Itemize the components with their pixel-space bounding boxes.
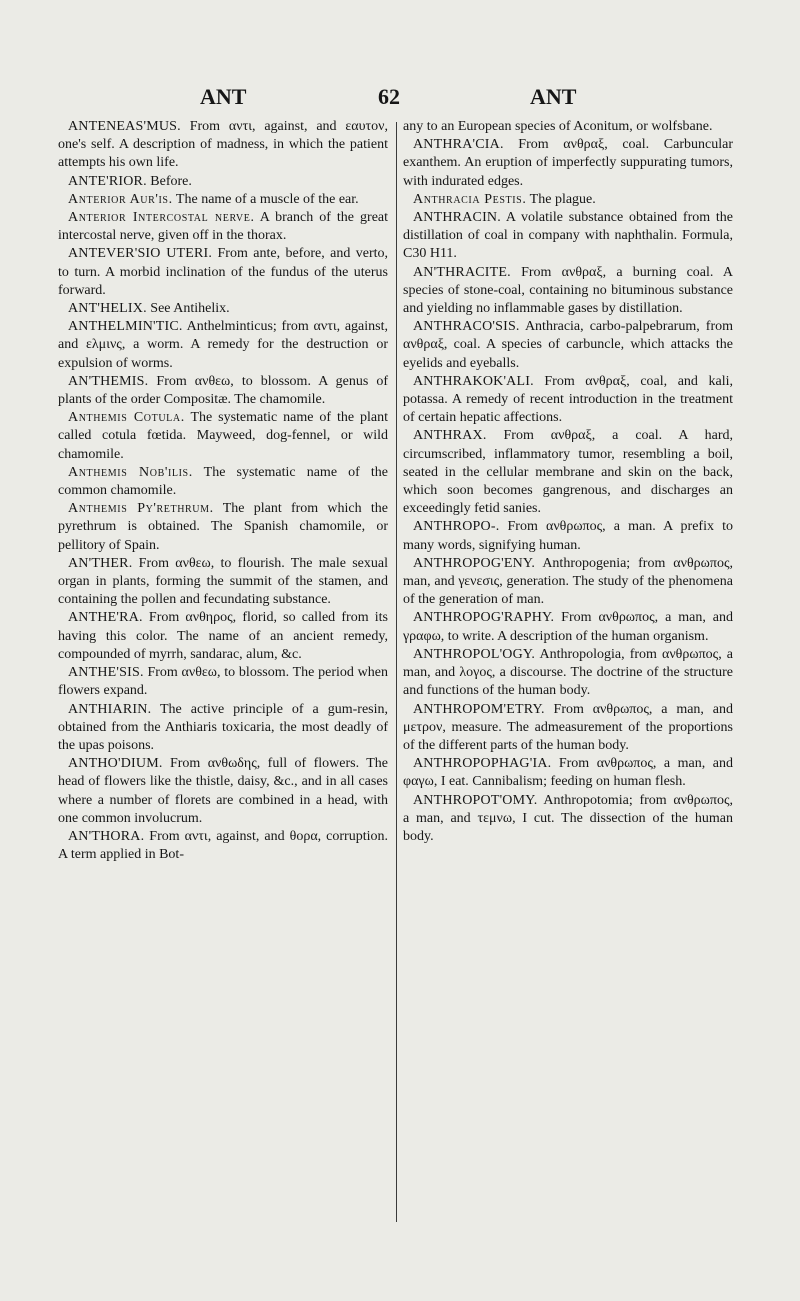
entry-definition: Anthelminticus; from αντι, against, and ελμινς, a worm. A remedy for the destruction or expulsion of worms. [58, 319, 388, 371]
entry-definition: From ανθηρος, florid, so called from its having this color. The name of an ancient remedy, compounded of myrrh, sandarac, alum, &c. [58, 610, 388, 662]
entry-definition: From ανθρωπος, a man, and μετρον, measure. The admeasurement of the proportions of the different parts of the human body. [403, 701, 733, 753]
column-divider [396, 122, 397, 1222]
header-left-guide-word: ANT [200, 84, 247, 109]
entry-headword: ANTHIARIN. [68, 701, 152, 717]
dictionary-entry [403, 209, 733, 264]
entry-headword: ANTE'RIOR. [68, 173, 147, 189]
entry-definition: From ανθεω, to blossom. The period when flowers expand. [58, 665, 388, 699]
entry-definition: From ανθραξ, a coal. A hard, circumscribed, inflammatory tumor, resembling a boil, seated in the cellular membrane and skin on the back, which soon becomes gangrenous, and discharges an exceedingly fetid sanies. [403, 428, 733, 517]
dictionary-entry [403, 518, 733, 554]
entry-definition: See Antihelix. [146, 301, 230, 317]
dictionary-entry [58, 373, 388, 409]
entry-headword: ANTHE'RA. [68, 610, 143, 626]
entry-headword: Anthracia Pestis. [413, 191, 527, 207]
dictionary-entry [58, 500, 388, 555]
entry-definition: Anthropologia, from ανθρωπος, a man, and λογος, a discourse. The doctrine of the structure and functions of the human body. [403, 646, 733, 699]
entry-definition: A branch of the great intercostal nerve, given off in the thorax. [58, 210, 389, 244]
entry-headword: ANTEVER'SIO UTERI. [68, 246, 213, 262]
dictionary-entry [58, 300, 388, 318]
entry-definition: From ανθεω, to blossom. A genus of plants of the order Compositæ. The chamomile. [58, 373, 388, 408]
dictionary-entry [403, 118, 733, 136]
entry-headword: Anterior Aur'is. [68, 191, 173, 207]
entry-definition: any to an European species of Aconitum, or wolfsbane. [403, 119, 713, 134]
entry-headword: ANTHRAX. [413, 428, 487, 444]
entry-headword: ANTHROPOG'ENY. [413, 555, 536, 571]
entry-headword: ANTHROPOG'RAPHY. [413, 610, 555, 626]
entry-definition: From αντι, against, and θορα, corruption. A term applied in Bot- [58, 828, 388, 863]
dictionary-entry [403, 555, 733, 610]
entry-headword: AN'THRACITE. [413, 264, 511, 280]
entry-definition: From ante, before, and verto, to turn. A morbid inclination of the fundus of the uterus forward. [58, 246, 388, 298]
entry-headword: ANTHROPO-. [413, 519, 500, 535]
entry-definition: From ανθραξ, a burning coal. A species of stone-coal, containing no bituminous substance and yielding no inflammable gases by distillation. [403, 264, 733, 317]
dictionary-entry [403, 646, 733, 701]
entry-definition: The systematic name of the plant called cotula fœtida. Mayweed, dog-fennel, or wild chamomile. [58, 410, 389, 462]
entry-definition: From ανθρωπος, a man, and γραφω, to write. A description of the human organism. [403, 610, 733, 644]
dictionary-entry [58, 245, 388, 300]
entry-definition: From ανθωδης, full of flowers. The head of flowers like the thistle, daisy, &c., and in all cases where a number of florets are combined in a head, with one common involucrum. [58, 756, 388, 826]
entry-headword: ANTHRA'CIA. [413, 137, 504, 153]
entry-headword: ANTHRAKOK'ALI. [413, 373, 534, 389]
entry-headword: ANTHO'DIUM. [68, 756, 163, 772]
dictionary-entry [58, 173, 388, 191]
entry-headword: ANT'HELIX. [68, 301, 147, 317]
entry-definition: From ανθρωπος, a man, and φαγω, I eat. Cannibalism; feeding on human flesh. [403, 756, 733, 790]
dictionary-entry [403, 427, 733, 518]
dictionary-entry [58, 191, 388, 209]
entry-headword: ANTHRACIN. [413, 210, 501, 226]
dictionary-entry [403, 701, 733, 756]
entry-definition: Anthropogenia; from ανθρωπος, man, and γενεσις, generation. The study of the phenomena of the generation of man. [403, 555, 733, 608]
left-column [58, 118, 388, 864]
dictionary-entry [403, 264, 733, 319]
entry-definition: From αντι, against, and εαυτον, one's self. A description of madness, in which the patient attempts his own life. [58, 119, 388, 171]
entry-headword: ANTENEAS'MUS. [68, 119, 181, 134]
entry-headword: Anthemis Cotula. [68, 410, 185, 426]
page-number: 62 [378, 84, 400, 109]
entry-headword: ANTHROPOL'OGY. [413, 646, 536, 662]
entry-headword: Anterior Intercostal nerve. [68, 210, 255, 226]
dictionary-entry [58, 209, 388, 245]
running-header [200, 84, 600, 110]
entry-headword: ANTHE'SIS. [68, 665, 144, 681]
dictionary-entry [58, 828, 388, 864]
entry-definition: The plague. [526, 191, 596, 207]
entry-definition: The plant from which the pyrethrum is obtained. The Spanish chamomile, or pellitory of Spain. [58, 501, 388, 553]
entry-definition: Anthracia, carbo-palpebrarum, from ανθραξ, coal. A species of carbuncle, which attacks the eyelids and eyeballs. [403, 319, 733, 371]
entry-headword: ANTHELMIN'TIC. [68, 319, 183, 335]
entry-headword: AN'THEMIS. [68, 373, 149, 389]
dictionary-entry [58, 409, 388, 464]
dictionary-entry [58, 664, 388, 700]
entry-definition: From ανθραξ, coal, and kali, potassa. A remedy of recent introduction in the treatment of certain hepatic affections. [403, 373, 733, 426]
entry-definition: From ανθρωπος, a man. A prefix to many words, signifying human. [403, 519, 733, 553]
dictionary-entry [403, 609, 733, 645]
entry-headword: ANTHROPOPHAG'IA. [413, 756, 552, 772]
entry-headword: ANTHROPOT'OMY. [413, 792, 538, 808]
entry-definition: From ανθεω, to flourish. The male sexual organ in plants, forming the summit of the stamen, and containing the pollen and fecundating substance. [58, 555, 388, 608]
dictionary-entry [58, 318, 388, 373]
entry-headword: AN'THER. [68, 555, 133, 571]
dictionary-entry [403, 136, 733, 191]
dictionary-entry [58, 701, 388, 756]
entry-headword: Anthemis Nob'ilis. [68, 464, 193, 480]
entry-headword: AN'THORA. [68, 828, 145, 844]
dictionary-entry [58, 609, 388, 664]
entry-definition: A volatile substance obtained from the distillation of coal in company with naphthalin. Formula, C30 H11. [403, 210, 733, 262]
entry-definition: The name of a muscle of the ear. [172, 191, 359, 207]
entry-definition: Anthropotomia; from ανθρωπος, a man, and τεμνω, I cut. The dissection of the human body. [403, 792, 733, 844]
dictionary-entry [403, 191, 733, 209]
right-column [403, 118, 733, 846]
entry-headword: ANTHRACO'SIS. [413, 319, 520, 335]
entry-definition: The systematic name of the common chamomile. [58, 464, 388, 499]
dictionary-entry [58, 555, 388, 610]
dictionary-entry [403, 318, 733, 373]
header-right-guide-word: ANT [530, 84, 577, 109]
entry-definition: The active principle of a gum-resin, obtained from the Anthiaris toxicaria, the most deadly of the upas poisons. [58, 701, 388, 753]
entry-headword: ANTHROPOM'ETRY. [413, 701, 545, 717]
dictionary-entry [403, 755, 733, 791]
entry-definition: From ανθραξ, coal. Carbuncular exanthem. An eruption of imperfectly suppurating tumors, with indurated edges. [403, 137, 733, 189]
dictionary-entry [403, 373, 733, 428]
dictionary-entry [58, 464, 388, 500]
dictionary-entry [58, 755, 388, 828]
entry-definition: Before. [146, 173, 192, 189]
entry-headword: Anthemis Py'rethrum. [68, 501, 214, 517]
dictionary-entry [58, 118, 388, 173]
dictionary-entry [403, 792, 733, 847]
